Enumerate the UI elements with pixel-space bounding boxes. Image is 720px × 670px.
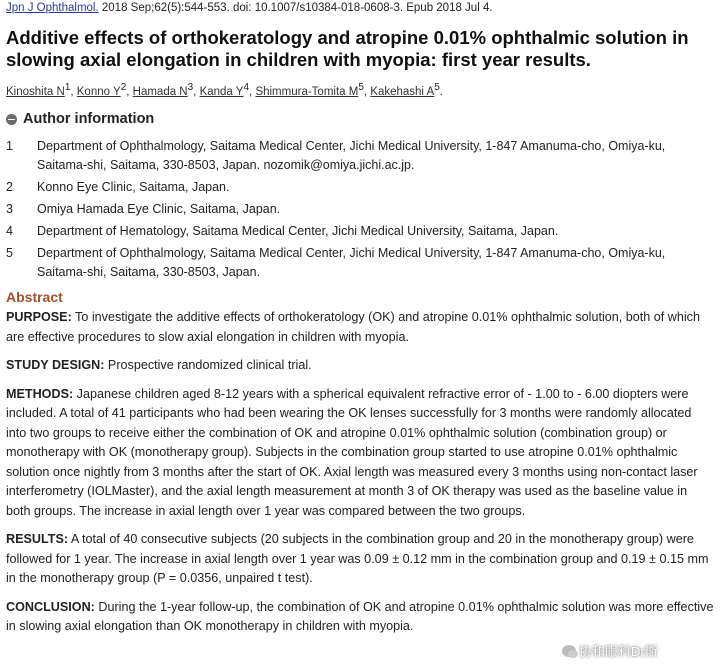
- section-label: METHODS:: [6, 386, 74, 401]
- affiliation-item: [6, 200, 711, 219]
- affiliation-item: [6, 244, 711, 282]
- affiliation-text: Department of Hematology, Saitama Medical Center, Jichi Medical University, Saitama, Japan.: [37, 224, 559, 238]
- abstract-heading: Abstract: [6, 289, 63, 305]
- affiliation-number: 5: [6, 246, 13, 260]
- affiliation-text: Konno Eye Clinic, Saitama, Japan.: [37, 180, 230, 194]
- abstract-conclusion: [6, 598, 714, 637]
- section-text: To investigate the additive effects of orthokeratology (OK) and atropine 0.01% ophthalmic solution, both of which are effective procedures to slow axial elongation in children with myopia.: [6, 310, 700, 344]
- author-affiliation-number: 4: [243, 82, 250, 93]
- affiliation-text: Department of Ophthalmology, Saitama Medical Center, Jichi Medical University, 1-847 Amanuma-cho, Omiya-ku, Saitama-shi, Saitama, 330-8503, Japan. nozomik@omiya.jichi.ac.jp.: [37, 139, 666, 172]
- section-label: STUDY DESIGN:: [6, 358, 105, 372]
- author-affiliation-number: 2: [120, 82, 127, 93]
- affiliation-text: Department of Ophthalmology, Saitama Medical Center, Jichi Medical University, 1-847 Amanuma-cho, Omiya-ku, Saitama-shi, Saitama, 330-8503, Japan.: [37, 246, 666, 279]
- abstract-purpose: [6, 308, 714, 347]
- section-label: RESULTS:: [6, 532, 69, 546]
- wechat-icon: [562, 645, 576, 657]
- section-label: CONCLUSION:: [6, 599, 95, 614]
- watermark-text: 协和眼科Dr斯: [579, 644, 658, 659]
- collapse-minus-icon[interactable]: [6, 114, 17, 125]
- section-text: During the 1-year follow-up, the combination of OK and atropine 0.01% ophthalmic solution was more effective in slowing axial elongation than OK monotherapy in children with myopia.: [6, 599, 714, 633]
- author-information-toggle[interactable]: [6, 111, 154, 127]
- author-list: Kinoshita $N^1$, Konno $Y^2$, Hamada $N^3$, Kanda $Y^4$, Shimmura-Tomita $M^5$, Kakehashi $A^5$.: [6, 82, 443, 98]
- author-link[interactable]: Hamada N: [132, 85, 188, 98]
- journal-link[interactable]: Jpn J Ophthalmol.: [6, 2, 99, 14]
- affiliation-list: [6, 137, 711, 285]
- affiliation-number: 1: [6, 139, 13, 153]
- affiliation-number: 3: [6, 202, 13, 216]
- author-information-heading: Author information: [23, 111, 155, 127]
- author-link[interactable]: Shimmura-Tomita M: [255, 85, 359, 98]
- abstract-study-design: [6, 356, 714, 376]
- affiliation-item: [6, 137, 711, 175]
- author-link[interactable]: Kinoshita N: [6, 85, 65, 98]
- abstract-results: [6, 530, 714, 589]
- section-text: Prospective randomized clinical trial.: [104, 358, 312, 372]
- affiliation-text: Omiya Hamada Eye Clinic, Saitama, Japan.: [37, 202, 281, 216]
- abstract-methods: [6, 385, 714, 522]
- section-label: PURPOSE:: [6, 310, 72, 324]
- affiliation-item: [6, 222, 711, 241]
- author-affiliation-number: 3: [187, 82, 194, 93]
- citation-details: 2018 Sep;62(5):544-553. doi: 10.1007/s10384-018-0608-3. Epub 2018 Jul 4.: [98, 2, 493, 14]
- watermark: [562, 641, 658, 660]
- section-text: Japanese children aged 8-12 years with a spherical equivalent refractive error of - 1.00 to - 6.00 diopters were included. A total of 41 participants who had been wearing the OK lenses successfully for 3 months were randomly allocated into two groups to receive either the combination of OK and atropine 0.01% ophthalmic solution (combination group) or monotherapy with OK (monotherapy group). Subjects in the combination group started to use atropine 0.01% ophthalmic solution once nightly from 3 months after the start of OK. Axial length was measured every 3 months using non-contact laser interferometry (IOLMaster), and the axial length measurement at month 3 of OK therapy was used as the baseline value in both groups. The increase in axial length over 1 year was compared between the two groups.: [6, 386, 698, 518]
- author-link[interactable]: Kakehashi A: [370, 85, 435, 98]
- author-link[interactable]: Konno Y: [76, 85, 121, 98]
- affiliation-number: 2: [6, 180, 13, 194]
- abstract-body: [6, 308, 714, 646]
- author-affiliation-number: 1: [64, 82, 71, 93]
- affiliation-number: 4: [6, 224, 13, 238]
- citation-line: [6, 2, 493, 14]
- author-affiliation-number: 5: [434, 82, 440, 93]
- author-affiliation-number: 5: [358, 82, 364, 93]
- author-link[interactable]: Kanda Y: [199, 85, 244, 98]
- affiliation-item: [6, 178, 711, 197]
- section-text: A total of 40 consecutive subjects (20 subjects in the combination group and 20 in the monotherapy group) were followed for 1 year. The increase in axial length over 1 year was 0.09 ± 0.12 mm in the combination group and 0.19 ± 0.15 mm in the monotherapy group (P = 0.0356, unpaired t test).: [6, 532, 709, 585]
- article-title: Additive effects of orthokeratology and atropine 0.01% ophthalmic solution in slowing axial elongation in children with myopia: first year results.: [6, 27, 689, 70]
